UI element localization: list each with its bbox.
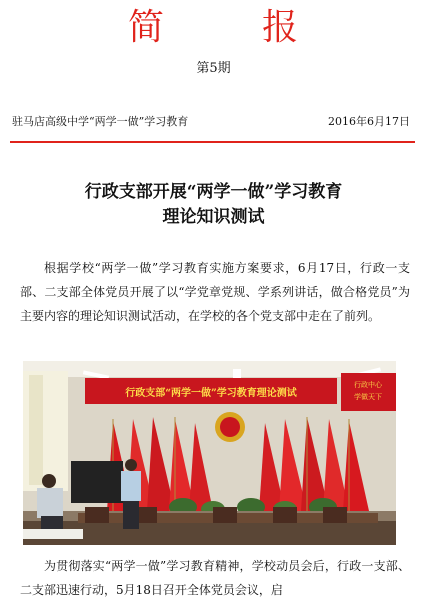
article-title [0,180,427,230]
article-title-line-1: 行政支部开展“两学一做”学习教育 [84,182,343,202]
school-name: 驻马店高级中学“两学一做”学习教育 [12,115,189,128]
header-info-line [12,113,416,131]
masthead-char-left: 简 [128,7,165,48]
banner-text: 行政支部“两学一做”学习教育理论测试 [125,388,297,399]
article-title-line-2: 理论知识测试 [162,207,265,227]
article-paragraph-1: 根据学校“两学一做”学习教育实施方案要求，6月17日，行政一支部、二支部全体党员开展了以“学党章党规、学系列讲话，做合格党员”为主要内容的理论知识测试活动，在学校的各个党支部中走在了前列。 [20,261,410,323]
article-paragraph-2: 为贯彻落实“两学一做”学习教育精神，学校动员会后，行政一支部、二支部迅速行动，5月18日召开全体党员会议，启 [20,559,410,597]
meeting-photo [23,361,396,545]
tv-screen [71,461,123,503]
masthead [0,6,427,52]
issue-date: 2016年6月17日 [328,115,410,128]
issue-number: 第5期 [196,61,231,76]
side-text-2: 学做天下 [354,393,382,401]
side-text-1: 行政中心 [354,381,382,389]
header-divider [10,141,415,143]
masthead-char-right: 报 [262,7,299,48]
